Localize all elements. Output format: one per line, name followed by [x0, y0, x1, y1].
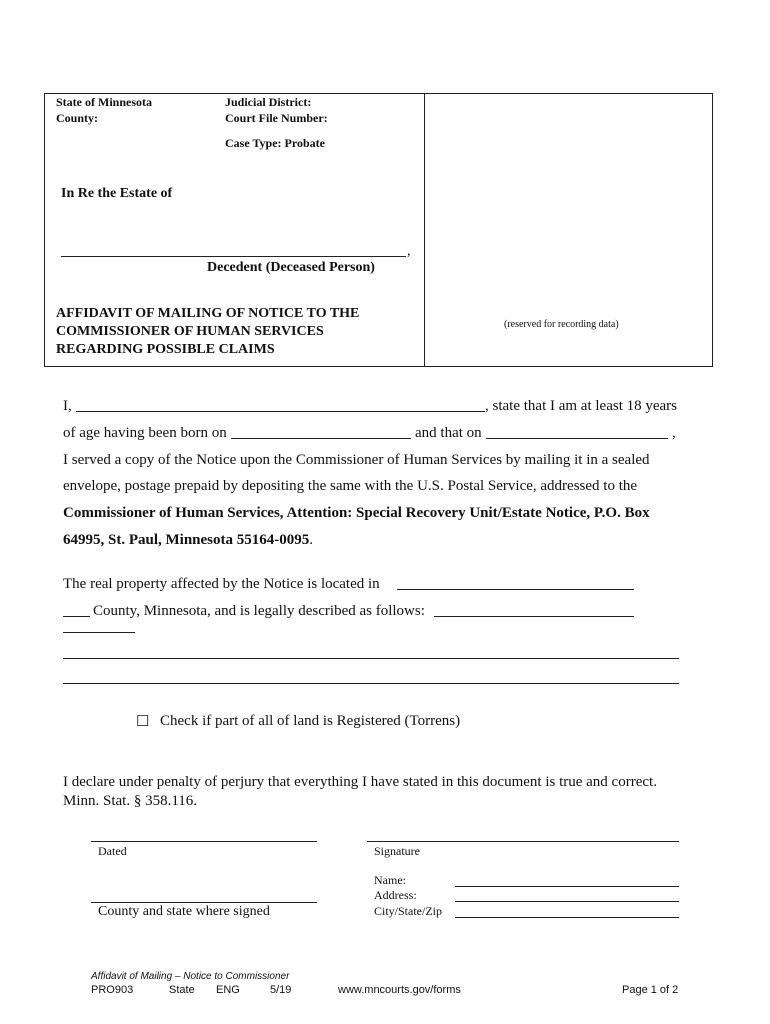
signature-label: Signature — [374, 844, 420, 858]
form-title-line-3: REGARDING POSSIBLE CLAIMS — [56, 342, 275, 357]
commissioner-address-line-2: 64995, St. Paul, Minnesota 55164-0095 — [63, 532, 310, 548]
torrens-label: Check if part of all of land is Registered (Torrens) — [160, 713, 461, 729]
decedent-label: Decedent (Deceased Person) — [207, 260, 375, 275]
legal-description-line-4[interactable] — [63, 683, 679, 684]
city-state-zip-label: City/State/Zip — [374, 904, 442, 918]
dated-line[interactable] — [91, 841, 317, 842]
footer-form-code: PRO903 — [91, 984, 134, 996]
birth-date-line[interactable] — [231, 438, 411, 439]
county-legal-text: County, Minnesota, and is legally described as follows: — [93, 603, 425, 619]
footer-jurisdiction: State — [169, 984, 195, 996]
judicial-district-label: Judicial District: — [225, 95, 312, 109]
envelope-text: envelope, postage prepaid by depositing the same with the U.S. Postal Service, addressed to the — [63, 478, 638, 494]
and-that-on-text: and that on — [415, 425, 482, 441]
county-state-signed-line[interactable] — [91, 902, 317, 903]
footer-revision: 5/19 — [270, 984, 292, 996]
form-title-line-2: COMMISSIONER OF HUMAN SERVICES — [56, 324, 324, 339]
served-text: I served a copy of the Notice upon the Commissioner of Human Services by mailing it in a sealed — [63, 452, 650, 468]
legal-description-line-3[interactable] — [63, 658, 679, 659]
address-line[interactable] — [455, 901, 679, 902]
name-line[interactable] — [455, 886, 679, 887]
mailing-date-line[interactable] — [486, 438, 668, 439]
address-label: Address: — [374, 888, 417, 902]
form-title-line-1: AFFIDAVIT OF MAILING OF NOTICE TO THE — [56, 306, 360, 321]
state-label: State of Minnesota — [56, 95, 152, 109]
reserved-recording-data: (reserved for recording data) — [504, 319, 619, 330]
comma-text: , — [672, 425, 676, 441]
footer-form-title: Affidavit of Mailing – Notice to Commissioner — [91, 971, 290, 982]
affiant-name-line[interactable] — [76, 411, 485, 412]
county-label: County: — [56, 111, 99, 125]
state-age-text: , state that I am at least 18 years — [485, 398, 678, 414]
i-prefix: I, — [63, 398, 72, 414]
signature-line[interactable] — [367, 841, 679, 842]
born-on-text: of age having been born on — [63, 425, 227, 441]
county-state-signed-label: County and state where signed — [98, 904, 270, 919]
name-label: Name: — [374, 873, 406, 887]
footer-page-number: Page 1 of 2 — [622, 984, 679, 996]
decedent-name-line[interactable] — [61, 256, 406, 257]
legal-description-line-1[interactable] — [434, 616, 634, 617]
dated-label: Dated — [98, 844, 127, 858]
torrens-checkbox[interactable]: ☐ — [136, 714, 150, 730]
declaration-line-1: I declare under penalty of perjury that everything I have stated in this document is true and correct. — [63, 774, 657, 790]
footer-website[interactable]: www.mncourts.gov/forms — [338, 984, 461, 996]
city-state-zip-line[interactable] — [455, 917, 679, 918]
property-located-text: The real property affected by the Notice is located in — [63, 576, 380, 592]
caption-divider — [424, 93, 425, 367]
address-period: . — [309, 532, 314, 548]
legal-description-line-2[interactable] — [63, 632, 135, 633]
in-re-heading: In Re the Estate of — [61, 186, 173, 201]
decedent-comma: , — [407, 244, 411, 259]
footer-language: ENG — [216, 984, 240, 996]
commissioner-address-line-1: Commissioner of Human Services, Attention: Special Recovery Unit/Estate Notice, P.O. Box — [63, 505, 650, 521]
case-type-label: Case Type: Probate — [225, 136, 325, 150]
declaration-line-2: Minn. Stat. § 358.116. — [63, 793, 198, 809]
county-blank-line[interactable] — [63, 616, 90, 617]
property-location-line[interactable] — [397, 589, 634, 590]
court-file-number-label: Court File Number: — [225, 111, 328, 125]
